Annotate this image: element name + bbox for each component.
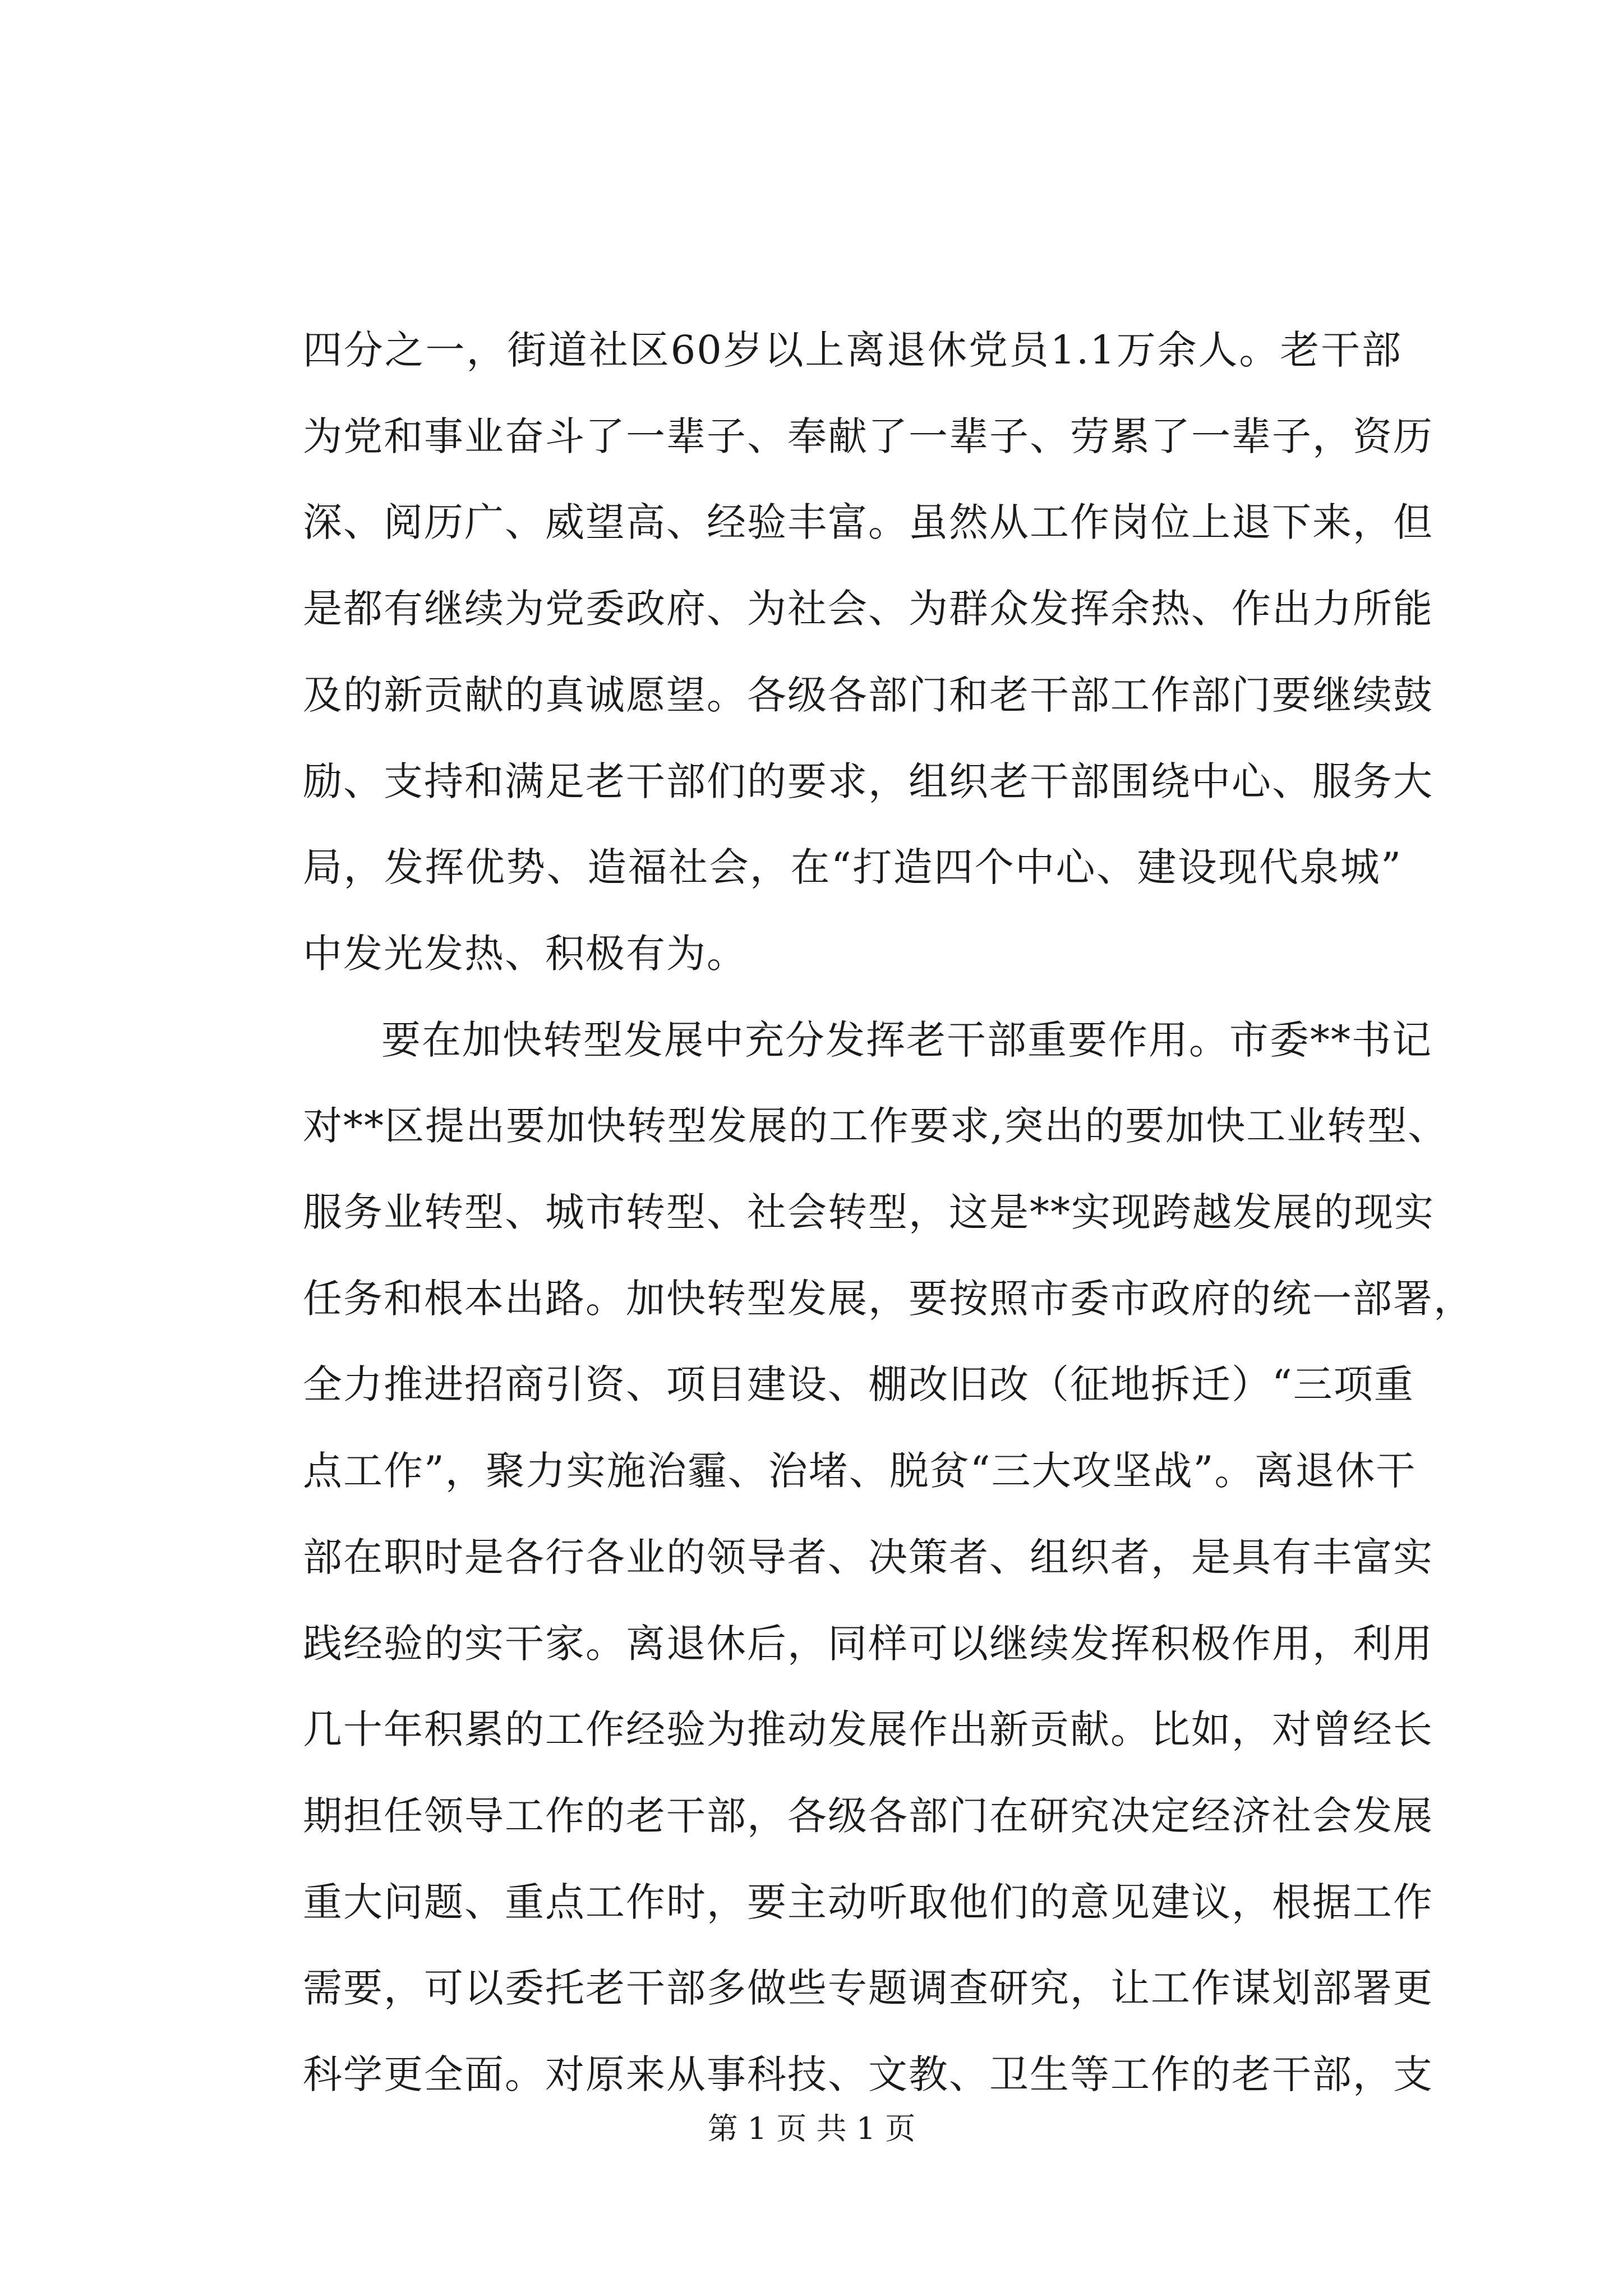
text-line: 及的新贡献的真诚愿望。各级各部门和老干部工作部门要继续鼓	[303, 671, 1433, 718]
page-number-label: 第 1 页 共 1 页	[707, 2111, 916, 2146]
text-line: 践经验的实干家。离退休后，同样可以继续发挥积极作用，利用	[303, 1620, 1433, 1667]
text-line: 点工作”，聚力实施治霾、治堵、脱贫“三大攻坚战”。离退休干	[303, 1448, 1417, 1494]
text-line: 期担任领导工作的老干部，各级各部门在研究决定经济社会发展	[303, 1792, 1433, 1839]
text-line: 部在职时是各行各业的领导者、决策者、组织者，是具有丰富实	[303, 1534, 1433, 1580]
text-line: 重大问题、重点工作时，要主动听取他们的意见建议，根据工作	[303, 1879, 1433, 1925]
text-line: 是都有继续为党委政府、为社会、为群众发挥余热、作出力所能	[303, 586, 1433, 632]
text-line: 为党和事业奋斗了一辈子、奉献了一辈子、劳累了一辈子，资历	[303, 413, 1433, 459]
text-line: 中发光发热、积极有为。	[303, 930, 747, 977]
text-line: 几十年积累的工作经验为推动发展作出新贡献。比如，对曾经长	[303, 1706, 1433, 1753]
text-line: 服务业转型、城市转型、社会转型，这是**实现跨越发展的现实	[303, 1189, 1435, 1236]
document-body	[303, 307, 1474, 2118]
text-line: 励、支持和满足老干部们的要求，组织老干部围绕中心、服务大	[303, 758, 1433, 804]
page-footer	[0, 2109, 1623, 2148]
paragraph-2	[303, 997, 1474, 2118]
text-line: 四分之一，街道社区60岁以上离退休党员1.1万余人。老干部	[303, 327, 1402, 373]
text-line: 全力推进招商引资、项目建设、棚改旧改（征地拆迁）“三项重	[303, 1361, 1414, 1408]
text-line: 任务和根本出路。加快转型发展，要按照市委市政府的统一部署，	[303, 1275, 1474, 1322]
paragraph-1	[303, 307, 1433, 997]
text-line: 要在加快转型发展中充分发挥老干部重要作用。市委**书记	[381, 1016, 1432, 1063]
text-line: 局，发挥优势、造福社会，在“打造四个中心、建设现代泉城”	[303, 844, 1402, 891]
text-line: 对**区提出要加快转型发展的工作要求,突出的要加快工业转型、	[303, 1103, 1449, 1149]
text-line: 需要，可以委托老干部多做些专题调查研究，让工作谋划部署更	[303, 1965, 1433, 2012]
text-line: 科学更全面。对原来从事科技、文教、卫生等工作的老干部，支	[303, 2051, 1433, 2098]
text-line: 深、阅历广、威望高、经验丰富。虽然从工作岗位上退下来，但	[303, 499, 1433, 546]
